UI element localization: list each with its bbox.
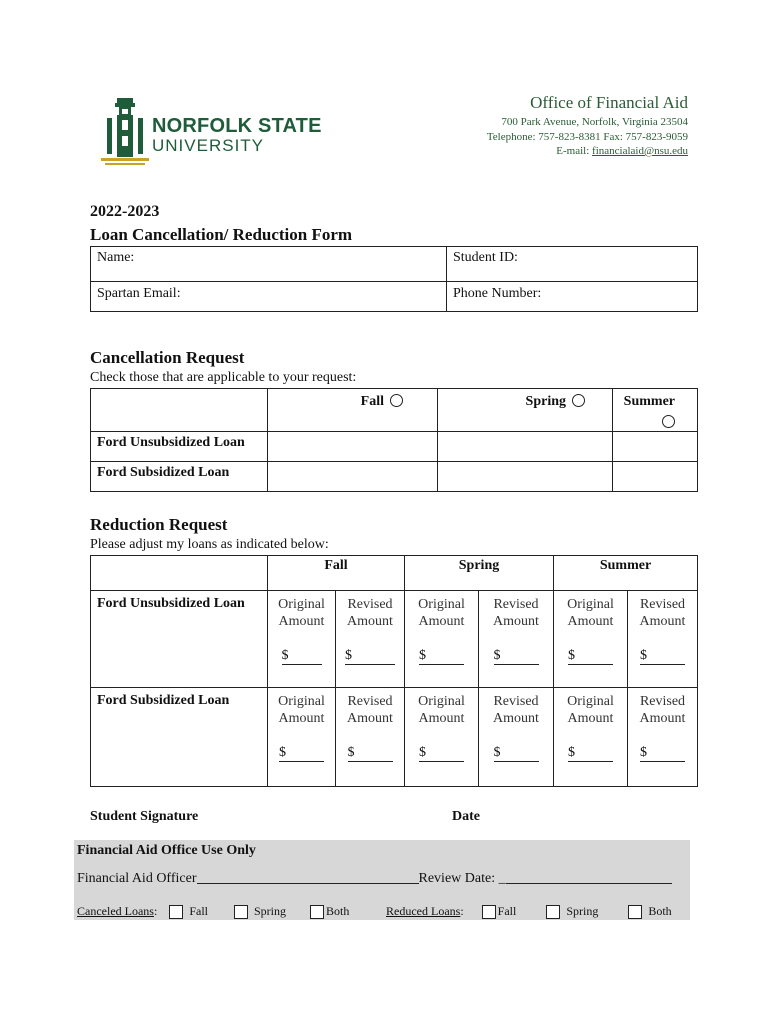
spartan-email-label: Spartan Email: <box>97 286 181 301</box>
revised-label: Revised <box>347 597 393 612</box>
office-title: Office of Financial Aid <box>530 93 688 112</box>
sub-fall-revised-cell[interactable] <box>336 688 405 787</box>
cancellation-fall-header <box>268 389 438 432</box>
reduction-subtitle: Please adjust my loans as indicated below: <box>90 537 329 552</box>
name-field[interactable] <box>91 247 447 282</box>
unsub-summer-revised-cell[interactable] <box>628 591 698 688</box>
sub-summer-original-cell[interactable] <box>554 688 628 787</box>
student-signature-label: Student Signature <box>90 809 199 824</box>
canceled-spring-checkbox[interactable] <box>234 905 248 919</box>
logo-text-university: UNIVERSITY <box>152 136 265 155</box>
term-label: Spring <box>525 394 566 409</box>
canceled-both-checkbox[interactable] <box>310 905 324 919</box>
sub-spring-original-cell[interactable] <box>405 688 479 787</box>
reduced-fall-checkbox[interactable] <box>482 905 496 919</box>
office-email-line <box>556 145 688 157</box>
office-address: 700 Park Avenue, Norfolk, Virginia 23504 <box>501 116 688 128</box>
canceled-spring-label: Spring <box>253 904 286 918</box>
amount-label: Amount <box>567 711 614 726</box>
term-label: Summer <box>599 558 652 573</box>
dollar-field[interactable]: $ <box>494 648 539 665</box>
term-label: Spring <box>458 558 500 573</box>
sub-summer-cell[interactable] <box>613 462 698 492</box>
canceled-loans-row <box>77 904 349 919</box>
tower-icon <box>95 96 155 170</box>
canceled-both-label: Both <box>326 904 350 918</box>
sub-summer-revised-cell[interactable] <box>628 688 698 787</box>
unsub-spring-original-cell[interactable] <box>405 591 479 688</box>
date-label: Date <box>452 809 480 824</box>
amount-label: Amount <box>493 614 539 629</box>
form-title: Loan Cancellation/ Reduction Form <box>90 225 353 244</box>
reduction-spring-header <box>405 556 554 591</box>
reduced-loans-row <box>386 904 672 919</box>
dollar-field[interactable]: $ <box>640 745 685 762</box>
officer-field[interactable] <box>197 883 419 884</box>
office-telephone: Telephone: 757-823-8381 Fax: 757-823-9059 <box>486 131 688 143</box>
officer-label: Financial Aid Officer <box>77 871 197 886</box>
amount-label: Amount <box>347 614 393 629</box>
reduced-loans-label: Reduced Loans <box>386 904 461 918</box>
email-label: E-mail: <box>556 145 593 157</box>
canceled-fall-label: Fall <box>189 904 208 918</box>
cancellation-header-blank <box>91 389 268 432</box>
cancellation-subtitle: Check those that are applicable to your request: <box>90 370 357 385</box>
loan-label-cell <box>91 462 268 492</box>
unsub-spring-revised-cell[interactable] <box>479 591 554 688</box>
original-label: Original <box>278 597 325 612</box>
cancellation-summer-header <box>613 389 698 432</box>
reduced-both-checkbox[interactable] <box>628 905 642 919</box>
revised-label: Revised <box>639 694 686 709</box>
sub-fall-original-cell[interactable] <box>268 688 336 787</box>
revised-label: Revised <box>493 597 539 612</box>
amount-label: Amount <box>639 614 686 629</box>
canceled-loans-label: Canceled Loans <box>77 904 154 918</box>
dollar-field[interactable]: $ <box>282 648 322 665</box>
reduced-colon: : <box>460 904 464 918</box>
term-label: Fall <box>360 394 384 409</box>
term-label: Fall <box>324 558 348 573</box>
loan-label-cell <box>91 432 268 462</box>
unsub-fall-revised-cell[interactable] <box>336 591 405 688</box>
officer-line <box>77 871 672 887</box>
logo-text-norfolk-state: NORFOLK STATE <box>152 115 322 137</box>
loan-label-cell <box>91 688 268 787</box>
reduced-spring-label: Spring <box>566 904 599 918</box>
dollar-field[interactable]: $ <box>419 648 464 665</box>
phone-number-label: Phone Number: <box>453 286 542 301</box>
phone-number-field[interactable] <box>447 282 698 312</box>
loan-label-cell <box>91 591 268 688</box>
sub-spring-cell[interactable] <box>438 462 613 492</box>
cancellation-title: Cancellation Request <box>90 348 245 367</box>
review-date-label: Review Date: _ <box>418 871 506 886</box>
reduced-both-label: Both <box>648 904 672 918</box>
loan-label: Ford Subsidized Loan <box>97 693 230 708</box>
original-label: Original <box>567 694 614 709</box>
sub-fall-cell[interactable] <box>268 462 438 492</box>
student-info-table <box>90 246 698 312</box>
sub-spring-revised-cell[interactable] <box>479 688 554 787</box>
spring-radio[interactable] <box>572 394 585 407</box>
spartan-email-field[interactable] <box>91 282 447 312</box>
email-link[interactable]: financialaid@nsu.edu <box>592 145 688 157</box>
review-date-field[interactable] <box>506 883 672 884</box>
reduction-table <box>90 555 698 787</box>
unsub-fall-original-cell[interactable] <box>268 591 336 688</box>
dollar-field[interactable]: $ <box>568 648 613 665</box>
amount-label: Amount <box>493 711 539 726</box>
office-use-title: Financial Aid Office Use Only <box>77 843 256 858</box>
dollar-field[interactable]: $ <box>419 745 464 762</box>
unsub-fall-cell[interactable] <box>268 432 438 462</box>
summer-radio[interactable] <box>662 415 675 428</box>
amount-label: Amount <box>418 614 465 629</box>
original-label: Original <box>567 597 614 612</box>
revised-label: Revised <box>347 694 393 709</box>
dollar-field[interactable]: $ <box>345 648 395 665</box>
dollar-field[interactable]: $ <box>348 745 393 762</box>
loan-label: Ford Unsubsidized Loan <box>97 435 245 450</box>
cancellation-table <box>90 388 698 492</box>
name-label: Name: <box>97 250 135 265</box>
student-id-label: Student ID: <box>453 250 518 265</box>
amount-label: Amount <box>278 614 325 629</box>
student-id-field[interactable] <box>447 247 698 282</box>
revised-label: Revised <box>639 597 686 612</box>
cancellation-spring-header <box>438 389 613 432</box>
amount-label: Amount <box>347 711 393 726</box>
dollar-field[interactable]: $ <box>568 745 613 762</box>
office-use-box <box>74 840 690 920</box>
reduction-summer-header <box>554 556 698 591</box>
original-label: Original <box>418 597 465 612</box>
reduction-fall-header <box>268 556 405 591</box>
term-label: Summer <box>623 394 675 409</box>
original-label: Original <box>418 694 465 709</box>
dollar-field[interactable]: $ <box>279 745 324 762</box>
dollar-field[interactable]: $ <box>494 745 539 762</box>
fall-radio[interactable] <box>390 394 403 407</box>
reduction-title: Reduction Request <box>90 515 228 534</box>
reduced-spring-checkbox[interactable] <box>546 905 560 919</box>
dollar-field[interactable]: $ <box>640 648 685 665</box>
amount-label: Amount <box>639 711 686 726</box>
amount-label: Amount <box>278 711 325 726</box>
form-year: 2022-2023 <box>90 203 160 220</box>
unsub-spring-cell[interactable] <box>438 432 613 462</box>
loan-label: Ford Subsidized Loan <box>97 465 230 480</box>
original-label: Original <box>278 694 325 709</box>
revised-label: Revised <box>493 694 539 709</box>
amount-label: Amount <box>567 614 614 629</box>
amount-label: Amount <box>418 711 465 726</box>
canceled-fall-checkbox[interactable] <box>169 905 183 919</box>
unsub-summer-cell[interactable] <box>613 432 698 462</box>
loan-label: Ford Unsubsidized Loan <box>97 596 245 611</box>
canceled-colon: : <box>153 904 158 918</box>
unsub-summer-original-cell[interactable] <box>554 591 628 688</box>
reduced-fall-label: Fall <box>497 904 517 918</box>
reduction-header-blank <box>91 556 268 591</box>
